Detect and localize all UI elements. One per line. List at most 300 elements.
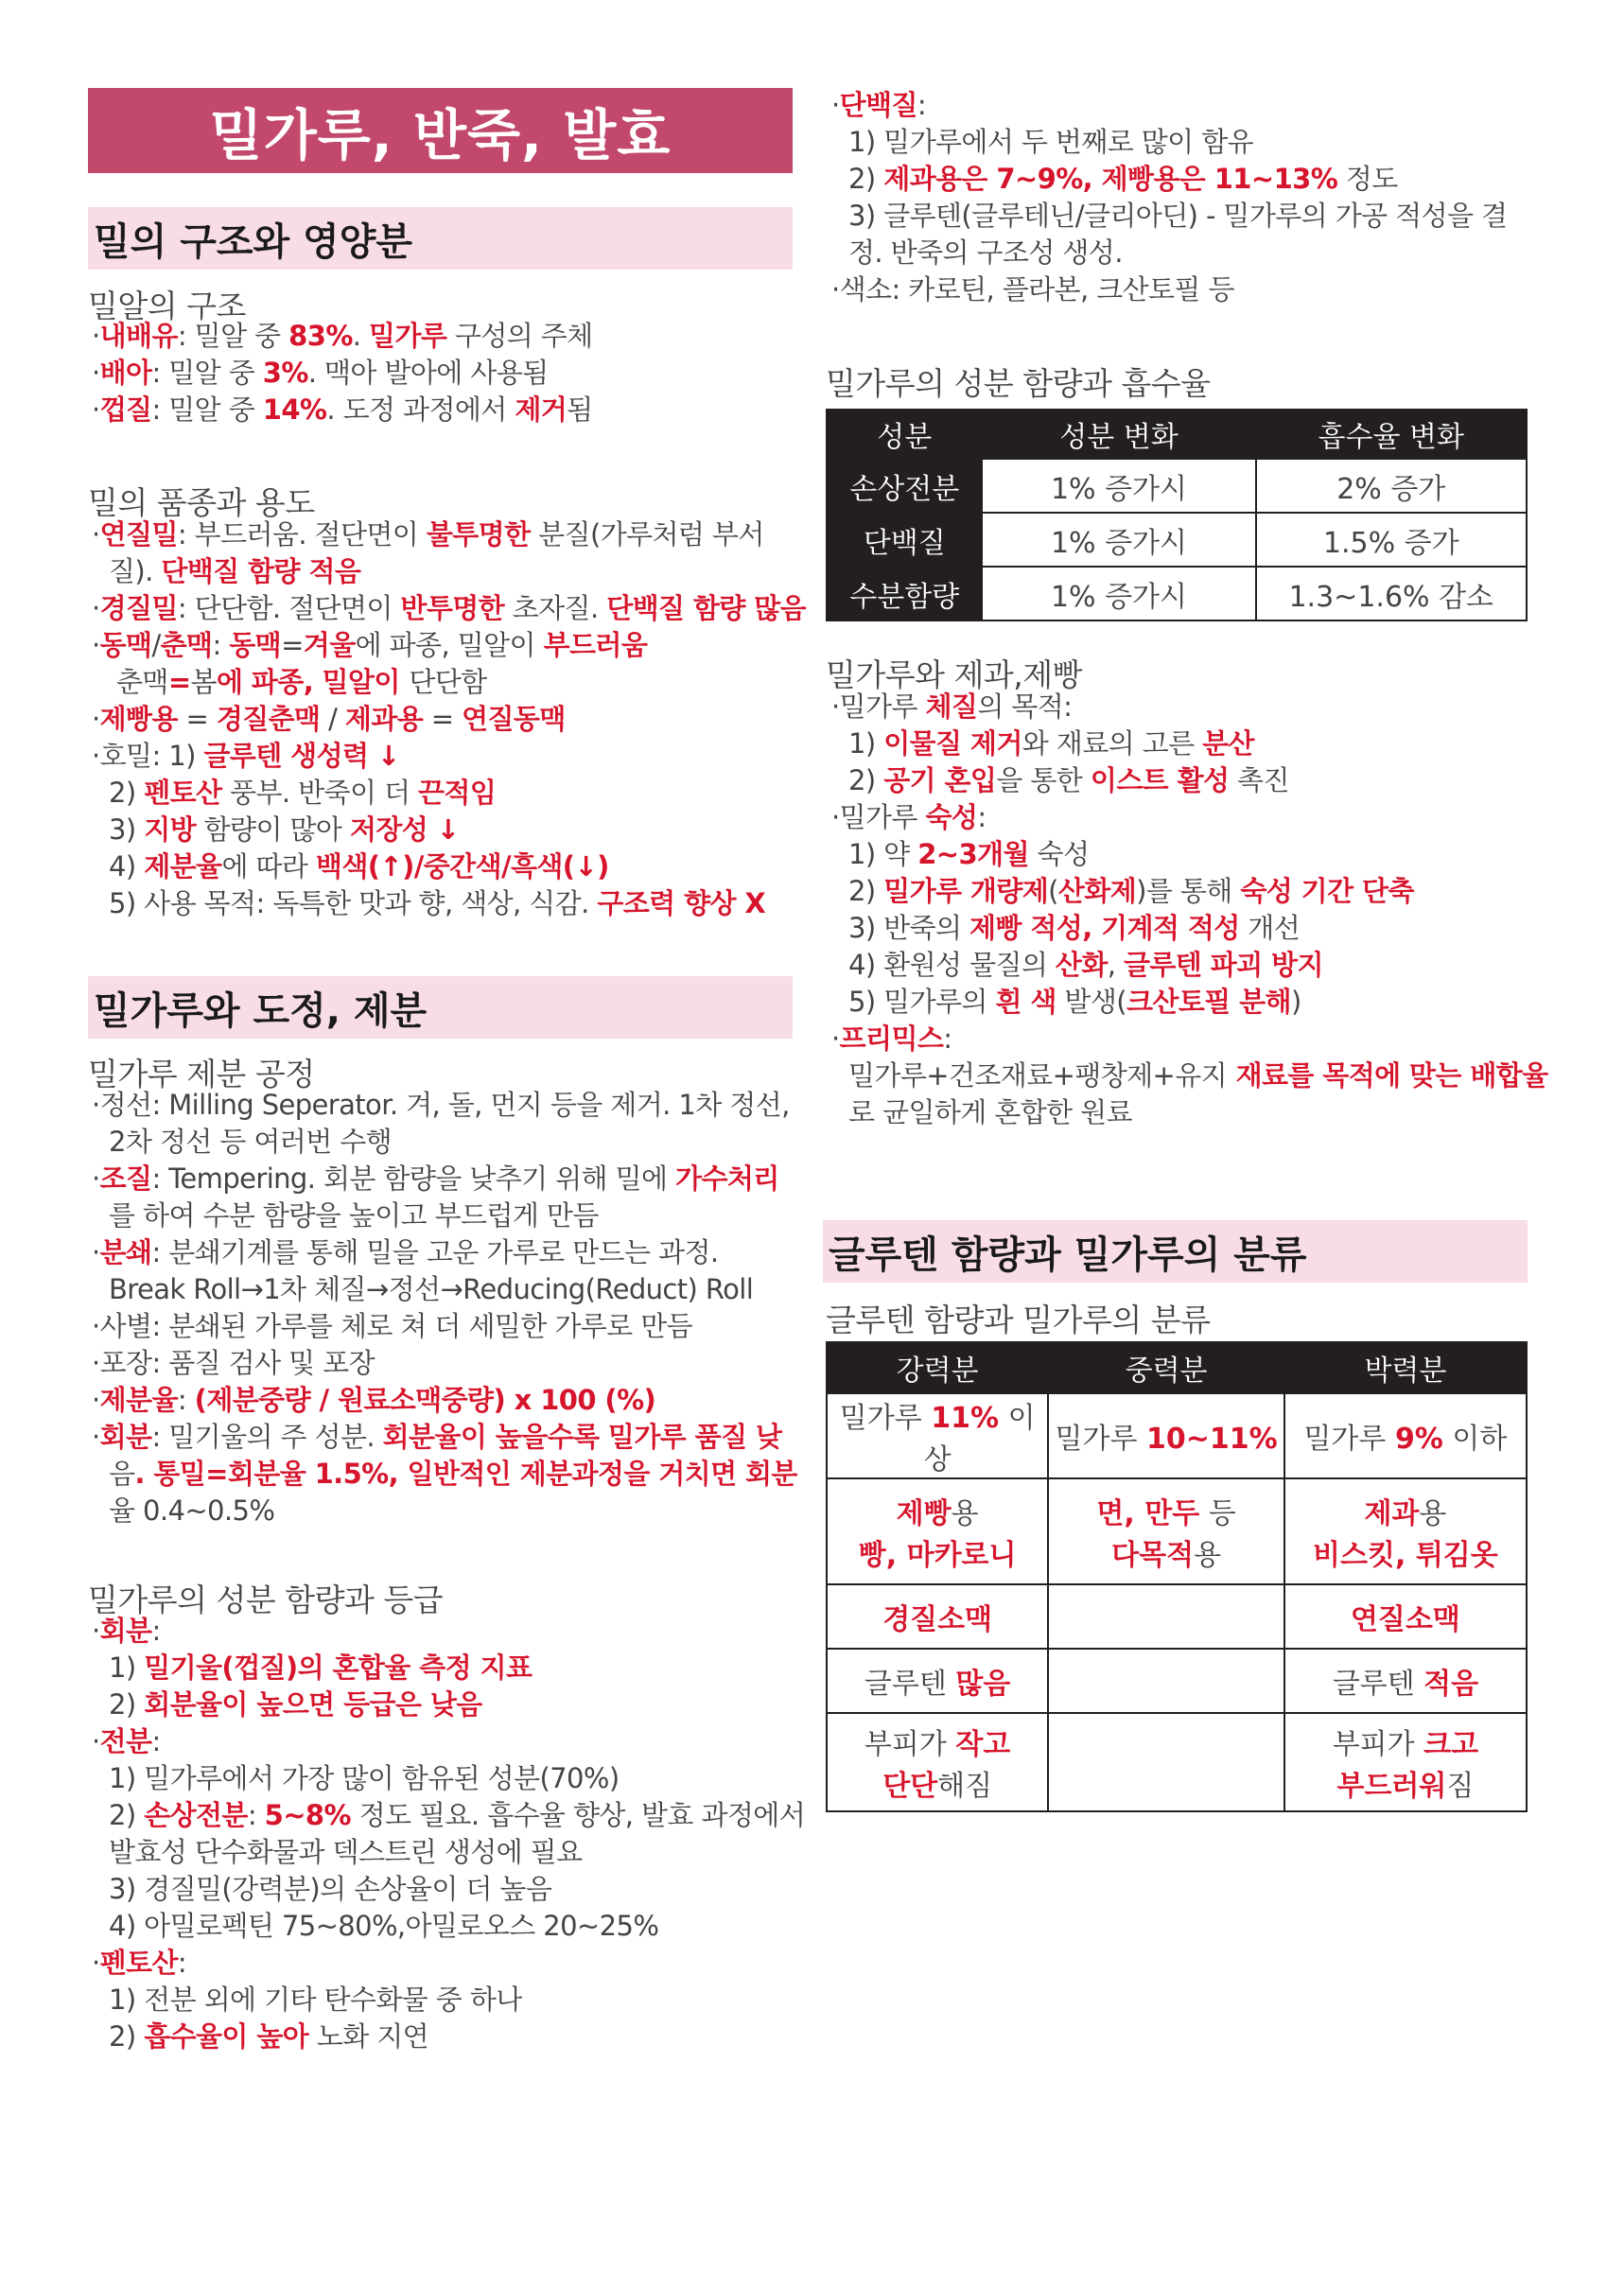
- table-cell: 1.5% 증가: [1256, 513, 1527, 567]
- emphasis-text: 면, 만두: [1096, 1497, 1200, 1530]
- table-row: [827, 1393, 1527, 1478]
- list-line: [88, 775, 793, 812]
- protein-list: [828, 87, 1528, 308]
- table-cell: 2% 증가: [1256, 459, 1527, 513]
- list-line: [88, 1308, 793, 1345]
- wheat-varieties-list: [88, 516, 807, 922]
- emphasis-text: =: [167, 666, 191, 698]
- list-line: [88, 1945, 793, 1982]
- text-segment: :: [917, 89, 927, 121]
- table-cell: [827, 1713, 1048, 1811]
- text-segment: =: [423, 703, 463, 735]
- text-segment: : 단단함. 절단면이: [177, 592, 401, 624]
- emphasis-text: 에 파종, 밀알이: [216, 666, 410, 698]
- milling-process-list: [88, 1087, 797, 1529]
- emphasis-text: 내배유: [99, 320, 178, 352]
- page-title: 밀가루, 반죽, 발효: [88, 88, 793, 173]
- emphasis-text: 11%: [931, 1402, 1000, 1435]
- table-cell: [827, 1478, 1048, 1584]
- list-line: [828, 198, 1528, 235]
- table-row: [827, 459, 1527, 513]
- list-line: [828, 161, 1528, 198]
- baking-list: [828, 689, 1548, 1131]
- text-segment: ·호밀: 1): [92, 740, 204, 772]
- text-segment: 5) 밀가루의: [848, 986, 996, 1018]
- cell-line: [828, 1531, 1047, 1573]
- emphasis-text: 제분율: [99, 1384, 178, 1416]
- text-segment: ·포장: 품질 검사 및 포장: [92, 1347, 375, 1379]
- emphasis-text: 조질: [99, 1162, 152, 1195]
- list-line: [88, 1087, 793, 1124]
- list-line: [88, 1161, 793, 1197]
- emphasis-text: 동맥: [229, 629, 282, 661]
- table-cell: [1284, 1649, 1527, 1713]
- text-segment: 4): [109, 850, 145, 883]
- text-segment: /: [320, 703, 345, 735]
- table-cell: 단백질: [827, 513, 982, 567]
- text-segment: 구성의 주체: [446, 320, 593, 352]
- table-cell: 1% 증가시: [982, 567, 1255, 620]
- emphasis-text: 프리믹스: [839, 1022, 944, 1055]
- cell-line: [1285, 1762, 1526, 1804]
- text-segment: ·: [92, 357, 100, 389]
- text-segment: 됨: [567, 393, 593, 426]
- text-segment: 2): [848, 875, 884, 907]
- list-line: [88, 1345, 793, 1382]
- emphasis-text: 14%: [262, 393, 327, 426]
- emphasis-text: 크고: [1423, 1728, 1479, 1761]
- text-segment: :: [977, 801, 987, 833]
- text-segment: ·: [92, 320, 100, 352]
- text-segment: : Tempering. 회분 함량을 낮추기 위해 밀에: [151, 1162, 676, 1195]
- table-header: 박력분: [1284, 1342, 1527, 1393]
- emphasis-text: 백색(↑)/중간색/흑색(↓): [315, 850, 609, 883]
- text-segment: :: [212, 629, 230, 661]
- grain-structure-list: [88, 318, 793, 428]
- subheading-wheat-varieties: 밀의 품종과 용도: [88, 484, 315, 521]
- text-segment: : 부드러움. 절단면이: [177, 518, 427, 551]
- cell-line: [828, 1490, 1047, 1531]
- list-line: [88, 848, 793, 885]
- emphasis-text: 재료를 목적에 맞는 배합율: [1227, 1059, 1548, 1092]
- section-heading-gluten: 글루텐 함량과 밀가루의 분류: [823, 1220, 1528, 1283]
- text-segment: 글루텐: [1332, 1668, 1424, 1701]
- emphasis-text: 작고: [955, 1728, 1011, 1761]
- text-segment: 개선: [1239, 912, 1301, 944]
- table-row: [827, 1584, 1527, 1649]
- text-segment: 1) 전분 외에 기타 탄수화물 중 하나: [109, 1984, 522, 2016]
- list-line: [88, 812, 793, 848]
- text-segment: 초자질.: [504, 592, 607, 624]
- table-cell: [1048, 1478, 1284, 1584]
- list-line: [88, 1650, 793, 1687]
- text-segment: )를 통해: [1136, 875, 1241, 907]
- text-segment: 용: [951, 1497, 979, 1530]
- table-cell: [1284, 1393, 1527, 1478]
- text-segment: ·: [831, 89, 840, 121]
- emphasis-text: 부드러워: [1336, 1770, 1447, 1803]
- text-segment: : 밀알 중: [177, 320, 289, 352]
- table-cell: [827, 1649, 1048, 1713]
- list-line: [88, 1723, 793, 1760]
- subheading-baking: 밀가루와 제과,제빵: [826, 656, 1083, 693]
- section-heading-wheat-structure: 밀의 구조와 영양분: [88, 207, 793, 270]
- emphasis-text: 펜토산: [144, 777, 222, 809]
- text-segment: 2): [109, 1799, 145, 1831]
- text-segment: =: [281, 629, 304, 661]
- table-row: [827, 567, 1527, 620]
- list-line: [88, 1493, 793, 1529]
- list-line: [88, 1613, 793, 1650]
- text-segment: 음: [109, 1458, 135, 1490]
- emphasis-text: 밀가루 개량제: [883, 875, 1049, 907]
- subheading-gluten-classification: 글루텐 함량과 밀가루의 분류: [826, 1302, 1211, 1338]
- table-row: [827, 1649, 1527, 1713]
- text-segment: . 맥아 발아에 사용됨: [307, 357, 549, 389]
- text-segment: 분질(가루처럼 부서: [530, 518, 764, 551]
- text-segment: 2): [109, 2020, 145, 2053]
- table-cell: 손상전분: [827, 459, 982, 513]
- emphasis-text: 단백질 함량 많음: [606, 592, 807, 624]
- list-line: [88, 1234, 793, 1271]
- text-segment: : 분쇄기계를 통해 밀을 고운 가루로 만드는 과정.: [151, 1236, 719, 1268]
- emphasis-text: . 통밀=회분율 1.5%, 일반적인 제분과정을 거치면 회분: [134, 1458, 797, 1490]
- text-segment: 4) 아밀로펙틴 75~80%,아밀로오스 20~25%: [109, 1910, 659, 1942]
- list-line: [828, 762, 1528, 799]
- emphasis-text: 겨울: [303, 629, 356, 661]
- table-cell: [1048, 1584, 1284, 1649]
- text-segment: 1) 밀가루에서 두 번째로 많이 함유: [848, 126, 1254, 158]
- emphasis-text: 많음: [955, 1668, 1011, 1701]
- list-line: [88, 1197, 793, 1234]
- emphasis-text: 글루텐 파괴 방지: [1123, 949, 1323, 981]
- subheading-milling-process: 밀가루 제분 공정: [88, 1056, 315, 1092]
- text-segment: 해짐: [937, 1770, 993, 1803]
- text-segment: /: [151, 629, 161, 661]
- text-segment: (: [1048, 875, 1058, 907]
- table-header: 강력분: [827, 1342, 1048, 1393]
- text-segment: 5) 사용 목적: 독특한 맛과 향, 색상, 식감.: [109, 887, 598, 919]
- emphasis-text: 단단: [882, 1770, 938, 1803]
- text-segment: 발효성 단수화물과 덱스트린 생성에 필요: [109, 1836, 583, 1868]
- list-line: [828, 873, 1528, 910]
- text-segment: ·: [92, 1615, 100, 1647]
- text-segment: 부피가: [1332, 1728, 1424, 1761]
- text-segment: 2): [848, 764, 884, 796]
- emphasis-text: 연질소맥: [1350, 1603, 1460, 1636]
- emphasis-text: 제분율: [144, 850, 222, 883]
- emphasis-text: 회분율이 높으면 등급은 낮음: [144, 1688, 482, 1721]
- list-line: [828, 836, 1528, 873]
- emphasis-text: 9%: [1394, 1423, 1443, 1456]
- absorption-table: [826, 409, 1528, 621]
- list-line: [828, 725, 1528, 762]
- emphasis-text: 숙성: [925, 801, 978, 833]
- list-line: [88, 516, 793, 553]
- text-segment: 노화 지연: [308, 2020, 429, 2053]
- text-segment: 의 목적:: [977, 690, 1073, 723]
- emphasis-text: 다목적: [1111, 1539, 1195, 1572]
- list-line: [88, 1797, 806, 1834]
- text-segment: 정. 반죽의 구조성 생성.: [848, 236, 1123, 269]
- text-segment: ): [1290, 986, 1301, 1018]
- emphasis-text: 구조력 향상 X: [597, 887, 766, 919]
- table-header: 성분: [827, 410, 982, 459]
- emphasis-text: 흡수율이 높아: [144, 2020, 309, 2053]
- text-segment: 1): [848, 727, 884, 760]
- table-cell: [1284, 1478, 1527, 1584]
- list-line: [88, 1908, 793, 1945]
- list-line: [828, 235, 1528, 271]
- subheading-grain-structure: 밀알의 구조: [88, 288, 246, 324]
- text-segment: 밀가루+건조재료+팽창제+유지: [848, 1059, 1228, 1092]
- emphasis-text: 부드러움: [543, 629, 648, 661]
- list-line: [88, 318, 793, 355]
- list-line: [828, 1021, 1528, 1057]
- list-line: [88, 664, 793, 701]
- text-segment: 등: [1199, 1497, 1236, 1530]
- emphasis-text: 회분: [99, 1421, 152, 1453]
- list-line: [88, 1271, 793, 1308]
- text-segment: .: [352, 320, 370, 352]
- text-segment: . 도정 과정에서: [326, 393, 515, 426]
- emphasis-text: 3%: [262, 357, 308, 389]
- list-line: [828, 947, 1528, 984]
- list-line: [828, 124, 1528, 161]
- emphasis-text: 제빵: [896, 1497, 952, 1530]
- text-segment: : 밀알 중: [151, 393, 263, 426]
- emphasis-text: 제과용: [344, 703, 424, 735]
- table-cell: [827, 1584, 1048, 1649]
- text-segment: 촉진: [1229, 764, 1289, 796]
- text-segment: 3) 글루텐(글루테닌/글리아딘) - 밀가루의 가공 적성을 결: [848, 200, 1508, 232]
- text-segment: ·: [92, 518, 100, 551]
- emphasis-text: 경질밀: [99, 592, 178, 624]
- text-segment: 밀가루: [839, 1402, 932, 1435]
- text-segment: 1) 약: [848, 838, 918, 870]
- emphasis-text: 경질소맥: [882, 1603, 993, 1636]
- text-segment: 4) 환원성 물질의: [848, 949, 1056, 981]
- list-line: [88, 590, 807, 627]
- text-segment: 밀가루: [1055, 1423, 1146, 1456]
- list-line: [88, 1760, 793, 1797]
- emphasis-text: 껍질: [99, 393, 152, 426]
- emphasis-text: 글루텐 생성력 ↓: [203, 740, 400, 772]
- text-segment: ·: [92, 703, 100, 735]
- emphasis-text: 2~3개월: [917, 838, 1029, 870]
- text-segment: ·: [831, 1022, 840, 1055]
- emphasis-text: 10~11%: [1145, 1423, 1278, 1456]
- emphasis-text: 분쇄: [99, 1236, 152, 1268]
- table-cell: [827, 1393, 1048, 1478]
- emphasis-text: 제빵용: [99, 703, 178, 735]
- text-segment: :: [151, 1615, 161, 1647]
- text-segment: 에 파종, 밀알이: [355, 629, 544, 661]
- list-line: [828, 799, 1528, 836]
- text-segment: ·: [92, 1236, 100, 1268]
- list-line: [88, 701, 793, 738]
- text-segment: ·밀가루: [831, 801, 926, 833]
- text-segment: 로 균일하게 혼합한 원료: [848, 1096, 1132, 1128]
- emphasis-text: 반투명한: [400, 592, 505, 624]
- emphasis-text: 불투명한: [426, 518, 531, 551]
- text-segment: 함량이 많아: [196, 813, 350, 846]
- emphasis-text: 춘맥: [160, 629, 213, 661]
- cell-line: [1285, 1531, 1526, 1573]
- text-segment: ·색소: 카로틴, 플라본, 크산토필 등: [831, 273, 1234, 306]
- table-row: [827, 513, 1527, 567]
- text-segment: 글루텐: [864, 1668, 956, 1701]
- emphasis-text: 제과용은 7~9%, 제빵용은 11~13%: [883, 163, 1338, 195]
- list-line: [88, 392, 793, 428]
- list-line: [88, 1871, 793, 1908]
- text-segment: ·: [92, 1947, 100, 1979]
- text-segment: 부피가: [864, 1728, 956, 1761]
- emphasis-text: 회분율이 높을수록 밀가루 품질 낮: [382, 1421, 782, 1453]
- list-line: [88, 1834, 793, 1871]
- subheading-absorption: 밀가루의 성분 함량과 흡수율: [826, 365, 1211, 402]
- emphasis-text: (제분중량 / 원료소맥중량) x 100 (%): [194, 1384, 656, 1416]
- emphasis-text: 경질춘맥: [216, 703, 321, 735]
- list-line: [828, 984, 1528, 1021]
- text-segment: 풍부. 반죽이 더: [221, 777, 419, 809]
- text-segment: ·: [92, 1162, 100, 1195]
- text-segment: 봄: [190, 666, 217, 698]
- list-line: [828, 689, 1528, 725]
- text-segment: : 밀알 중: [151, 357, 263, 389]
- emphasis-text: 산화제: [1057, 875, 1137, 907]
- text-segment: 용: [1194, 1539, 1222, 1572]
- text-segment: 1): [109, 1652, 145, 1684]
- table-cell: [1284, 1713, 1527, 1811]
- cell-line: [1285, 1721, 1526, 1762]
- emphasis-text: 비스킷, 튀김옷: [1313, 1539, 1498, 1572]
- text-segment: 3) 반죽의: [848, 912, 970, 944]
- text-segment: =: [177, 703, 217, 735]
- text-segment: : 밀기울의 주 성분.: [151, 1421, 383, 1453]
- emphasis-text: 밀가루: [369, 320, 447, 352]
- emphasis-text: 크산토필 분해: [1126, 986, 1291, 1018]
- emphasis-text: 단백질 함량 적음: [161, 555, 361, 587]
- list-line: [88, 1687, 793, 1723]
- table-header: 흡수율 변화: [1256, 410, 1527, 459]
- cell-line: [828, 1762, 1047, 1804]
- list-line: [88, 885, 793, 922]
- text-segment: 용: [1419, 1497, 1447, 1530]
- text-segment: ·: [92, 592, 100, 624]
- list-line: [88, 1982, 793, 2019]
- emphasis-text: 펜토산: [99, 1947, 178, 1979]
- emphasis-text: 끈적임: [418, 777, 497, 809]
- text-segment: 단단함: [409, 666, 487, 698]
- text-segment: 와 재료의 고른: [1022, 727, 1203, 760]
- text-segment: 이상: [923, 1402, 1036, 1477]
- text-segment: ·밀가루: [831, 690, 926, 723]
- table-cell: 1% 증가시: [982, 459, 1255, 513]
- table-cell: [1048, 1713, 1284, 1811]
- emphasis-text: 연질동맥: [462, 703, 566, 735]
- emphasis-text: 제빵 적성, 기계적 적성: [969, 912, 1240, 944]
- text-segment: 율 0.4~0.5%: [109, 1494, 275, 1527]
- list-line: [828, 1057, 1548, 1094]
- list-line: [88, 1419, 793, 1456]
- cell-line: [828, 1721, 1047, 1762]
- section-heading-milling: 밀가루와 도정, 제분: [88, 976, 793, 1039]
- emphasis-text: 배아: [99, 357, 152, 389]
- text-segment: 2): [109, 1688, 145, 1721]
- text-segment: 2): [848, 163, 884, 195]
- emphasis-text: 흰 색: [995, 986, 1056, 1018]
- emphasis-text: 전분: [99, 1725, 152, 1757]
- text-segment: ·: [92, 629, 100, 661]
- list-line: [88, 1124, 793, 1161]
- cell-line: [1285, 1490, 1526, 1531]
- table-cell: 1.3~1.6% 감소: [1256, 567, 1527, 620]
- emphasis-text: 공기 혼입: [883, 764, 997, 796]
- list-line: [828, 271, 1528, 308]
- emphasis-text: 체질: [925, 690, 978, 723]
- text-segment: Break Roll→1차 체질→정선→Reducing(Reduct) Roll: [109, 1273, 754, 1305]
- flour-grade-list: [88, 1613, 806, 2055]
- emphasis-text: 회분: [99, 1615, 152, 1647]
- emphasis-text: 손상전분: [144, 1799, 248, 1831]
- text-segment: 1) 밀가루에서 가장 많이 함유된 성분(70%): [109, 1762, 620, 1794]
- text-segment: 2): [109, 777, 145, 809]
- table-cell: 수분함량: [827, 567, 982, 620]
- list-line: [88, 355, 793, 392]
- text-segment: 짐: [1446, 1770, 1475, 1803]
- list-line: [88, 1456, 797, 1493]
- emphasis-text: 빵, 마카로니: [858, 1539, 1017, 1572]
- text-segment: :: [943, 1022, 952, 1055]
- list-line: [88, 1382, 793, 1419]
- emphasis-text: 5~8%: [264, 1799, 351, 1831]
- emphasis-text: 지방: [144, 813, 197, 846]
- text-segment: 3) 경질밀(강력분)의 손상율이 더 높음: [109, 1873, 552, 1905]
- emphasis-text: 연질밀: [99, 518, 178, 551]
- emphasis-text: 가수처리: [675, 1162, 779, 1195]
- text-segment: ·사별: 분쇄된 가루를 체로 쳐 더 세밀한 가루로 만듬: [92, 1310, 693, 1342]
- list-line: [88, 738, 793, 775]
- emphasis-text: 숙성 기간 단축: [1240, 875, 1414, 907]
- text-segment: ·: [92, 1421, 100, 1453]
- cell-line: [1049, 1531, 1283, 1573]
- emphasis-text: 단백질: [839, 89, 917, 121]
- gluten-table: [826, 1341, 1528, 1812]
- table-header: 중력분: [1048, 1342, 1284, 1393]
- table-cell: 1% 증가시: [982, 513, 1255, 567]
- text-segment: ·: [92, 393, 100, 426]
- emphasis-text: 제과: [1364, 1497, 1420, 1530]
- text-segment: :: [247, 1799, 265, 1831]
- table-cell: [1048, 1649, 1284, 1713]
- text-segment: 3): [109, 813, 145, 846]
- text-segment: 춘맥: [116, 666, 168, 698]
- list-line: [828, 87, 1528, 124]
- text-segment: :: [177, 1947, 187, 1979]
- table-row: [827, 1713, 1527, 1811]
- emphasis-text: 이물질 제거: [883, 727, 1022, 760]
- text-segment: 를 하여 수분 함량을 높이고 부드럽게 만듬: [109, 1199, 599, 1232]
- emphasis-text: 밀기울(껍질)의 혼합율 측정 지표: [144, 1652, 533, 1684]
- table-cell: [1048, 1393, 1284, 1478]
- list-line: [828, 1094, 1528, 1131]
- list-line: [88, 553, 793, 590]
- emphasis-text: 산화: [1055, 949, 1108, 981]
- emphasis-text: 동맥: [99, 629, 152, 661]
- list-line: [828, 910, 1528, 947]
- text-segment: 정도: [1337, 163, 1398, 195]
